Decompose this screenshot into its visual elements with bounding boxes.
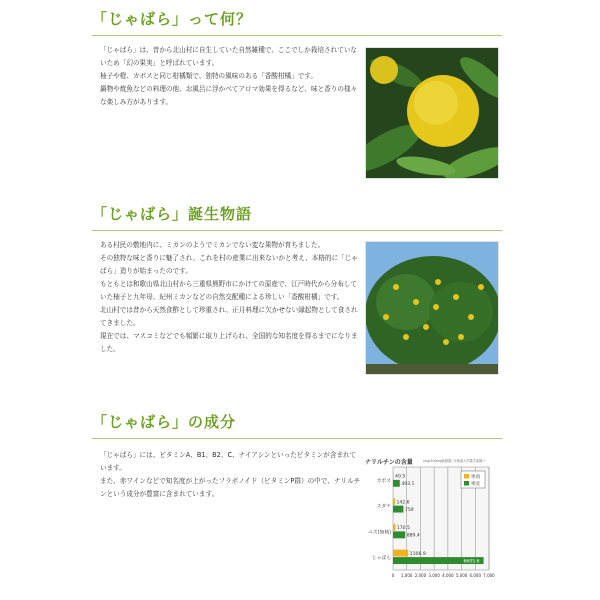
paragraph: ある村民の敷地内に、ミカンのようでミカンでない変な果物が育ちました。 <box>100 241 325 249</box>
bar-果肉 <box>393 524 395 531</box>
x-tick-label: 1,000 <box>400 573 413 578</box>
section1-body <box>100 44 362 109</box>
paragraph: その独特な味と香りに魅了され、これを村の産業に出来ないかと考え、本格的に「じゃばら」造りが始まったのです。 <box>100 254 358 275</box>
paragraph: 現在では、マスコミなどでも頻繁に取り上げられ、全国的な知名度を得るまでになりました。 <box>100 332 358 353</box>
data-label: 170.5 <box>396 526 410 532</box>
data-label: 6605.6 <box>463 559 480 565</box>
x-tick-label: 2,000 <box>414 573 427 578</box>
bar-果肉 <box>393 498 395 505</box>
category-label: ユズ(無核) <box>368 530 391 536</box>
data-label: 1106.9 <box>409 551 426 557</box>
section-origin-story <box>92 203 502 231</box>
bar-果皮 <box>393 506 403 513</box>
data-label: 40.5 <box>395 474 406 480</box>
paragraph: 「じゃばら」は、昔から北山村に自生していた自然雑種で、ここでしか栽培されていないため「幻の果実」と呼ばれています。 <box>100 46 358 67</box>
section-heading: 「じゃばら」って何？ <box>92 8 502 36</box>
category-label: スダチ <box>376 504 391 510</box>
paragraph: 柚子や橙、カボスと同じ柑橘類で、独特の風味のある「香酸柑橘」です。 <box>100 72 317 80</box>
section-what-is-jabara <box>92 8 502 36</box>
chart-svg <box>365 449 507 584</box>
x-tick-label: 0 <box>391 573 395 578</box>
chart-note: (mg/100mg新鮮重) 北海道大学農学部調べ <box>423 459 486 463</box>
paragraph: もともとは和歌山県北山村から三重県熊野市にかけての原産で、江戸時代から分布していた柚子と九年母、紀州ミカンなどの自然交配種による珍しい「香酸柑橘」です。 <box>100 280 358 301</box>
x-tick-label: 7,000 <box>483 573 495 578</box>
narirutin-chart <box>365 449 507 584</box>
data-label: 493.1 <box>401 482 415 488</box>
section-heading: 「じゃばら」誕生物語 <box>92 203 502 231</box>
paragraph: 「じゃばら」には、ビタミンA、B1、B2、C、ナイアシンといったビタミンが含まれています。 <box>100 451 357 472</box>
section-heading: 「じゃばら」の成分 <box>92 411 502 439</box>
data-label: 889.4 <box>406 533 420 539</box>
x-tick-label: 5,000 <box>455 573 468 578</box>
legend-label: 果肉 <box>471 475 481 480</box>
category-label: じゃばら <box>371 556 391 562</box>
legend-swatch <box>464 474 469 479</box>
jabara-tree-photo <box>365 241 499 375</box>
legend-swatch <box>464 481 469 486</box>
data-label: 759 <box>404 507 414 513</box>
paragraph: また、赤ワインなどで知名度が上がったフラボノイド（ビタミンP群）の中で、ナリルチンという成分が豊富に含まれています。 <box>100 477 361 498</box>
data-label: 142.6 <box>396 500 410 506</box>
x-tick-label: 6,000 <box>469 573 482 578</box>
bar-果肉 <box>393 472 394 479</box>
x-tick-label: 4,000 <box>442 573 454 578</box>
paragraph: 鍋物や焼魚などの料理の他、お風呂に浮かべてアロマ効果を得るなど、味と香りの様々な楽しみ方があります。 <box>100 85 358 106</box>
section2-body <box>100 239 362 356</box>
bar-果皮 <box>393 480 400 487</box>
bar-果皮 <box>393 531 405 538</box>
chart-title: ナリルチンの含量 <box>365 459 413 466</box>
category-label: カボス <box>376 478 391 484</box>
jabara-fruit-photo <box>365 47 499 179</box>
legend-label: 果皮 <box>471 482 481 487</box>
section-nutrients <box>92 411 502 439</box>
paragraph: 北山村では昔から天然食酢として珍重され、正月料理に欠かせない縁起物として食されてきました。 <box>100 306 358 327</box>
bar-果肉 <box>393 550 408 557</box>
section3-body <box>100 449 362 501</box>
x-tick-label: 3,000 <box>428 573 440 578</box>
